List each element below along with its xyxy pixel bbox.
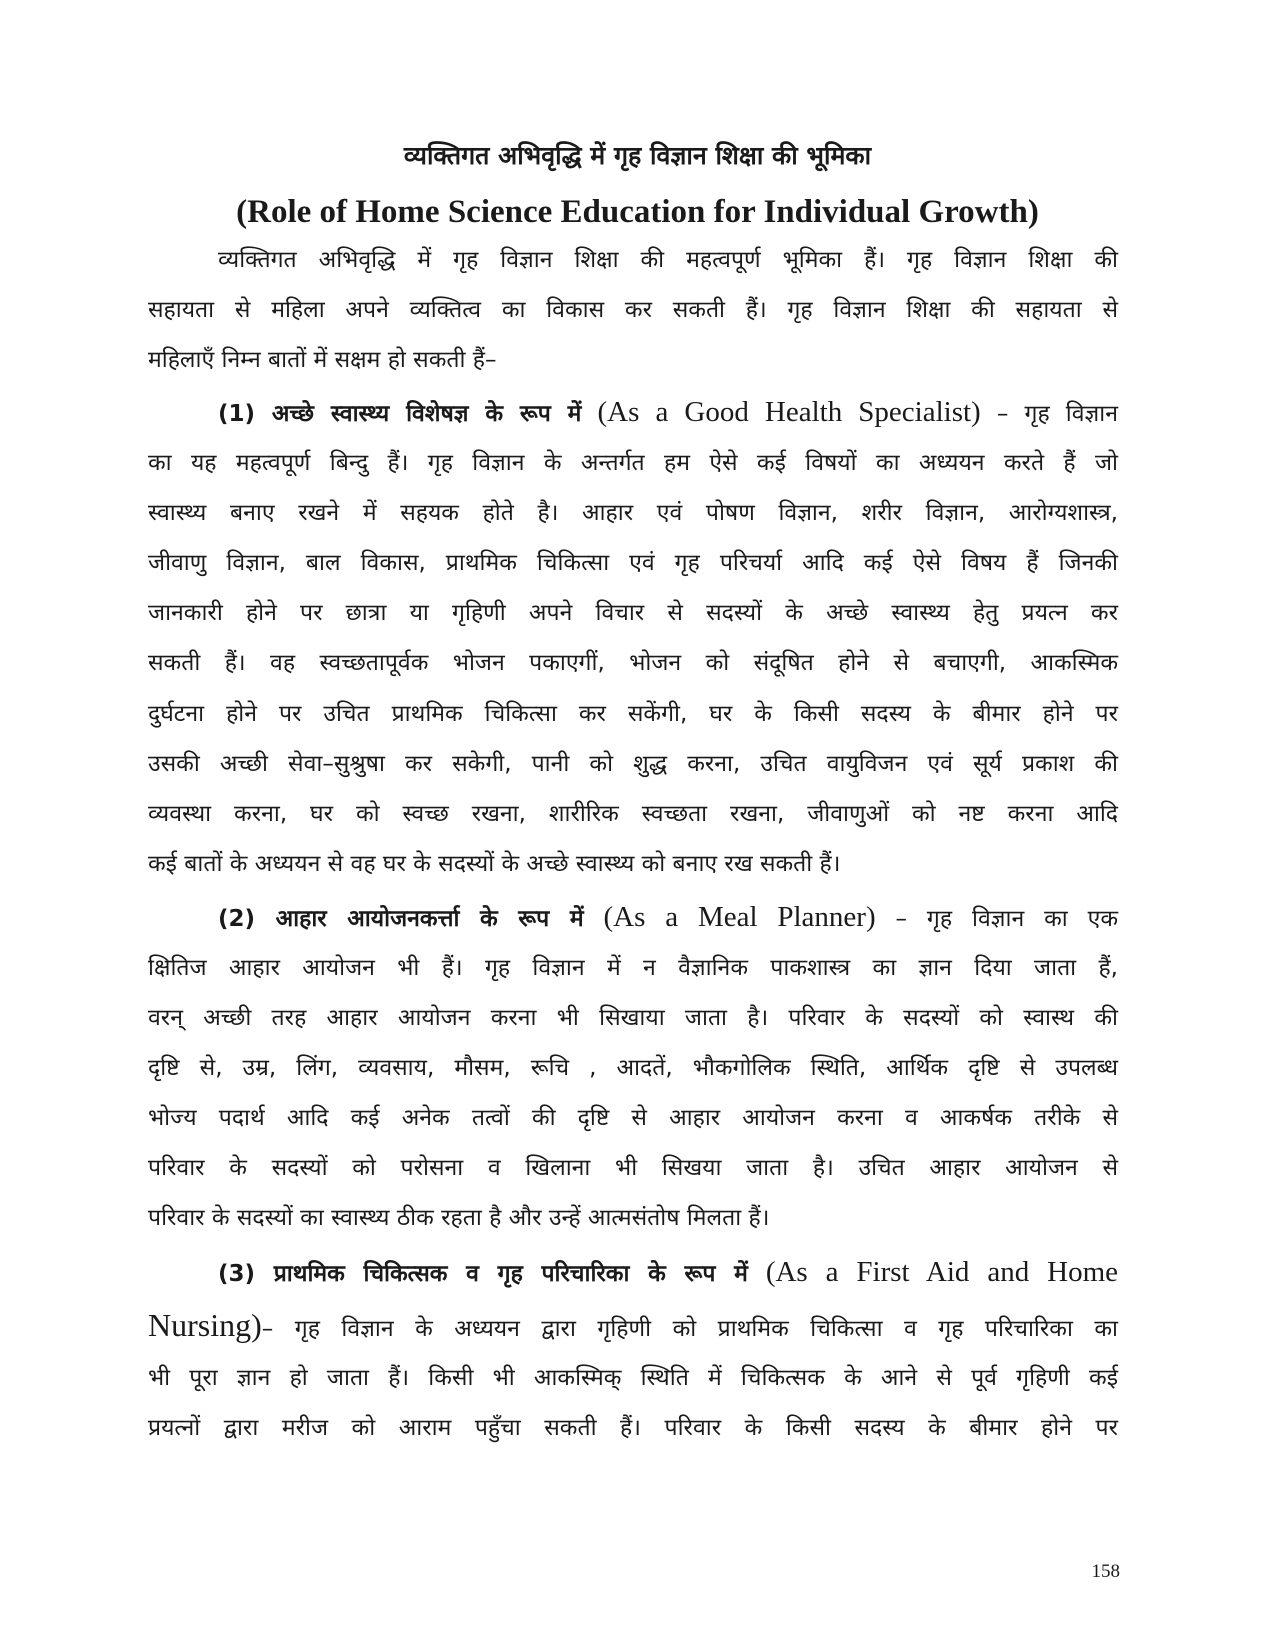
section-2-heading-english: (As a Meal Planner) — [603, 901, 876, 933]
intro-line: सहायता से महिला अपने व्यक्तित्व का विकास कर सकती हैं। गृह विज्ञान शिक्षा की सहायता से — [148, 297, 1118, 323]
paragraph-line: परिवार के सदस्यों को परोसना व खिलाना भी सिखया जाता है। उचित आहार आयोजन से — [148, 1155, 1118, 1181]
section-3-second-line-rest: – गृह विज्ञान के अध्ययन द्वारा गृहिणी को प्राथमिक चिकित्सा व गृह परिचारिका का — [261, 1316, 1118, 1342]
paragraph-line: व्यवस्था करना, घर को स्वच्छ रखना, शारीरिक स्वच्छता रखना, जीवाणुओं को नष्ट करना आदि — [148, 801, 1118, 827]
section-3-heading-english: (As a First Aid and Home — [765, 1256, 1119, 1288]
paragraph-line: भोज्य पदार्थ आदि कई अनेक तत्वों की दृष्टि से आहार आयोजन करना व आकर्षक तरीके से — [148, 1105, 1118, 1131]
section-1-heading-english: (As a Good Health Specialist) — [597, 396, 981, 428]
section-1-heading-hindi: (1) अच्छे स्वास्थ्य विशेषज्ञ के रूप में — [218, 401, 582, 427]
section-1-heading-rest: – गृह विज्ञान — [996, 401, 1119, 427]
section-1-heading-line — [218, 392, 1118, 432]
section-2-heading-hindi: (2) आहार आयोजनकर्त्ता के रूप में — [218, 906, 584, 932]
title-hindi: व्यक्तिगत अभिवृद्धि में गृह विज्ञान शिक्षा की भूमिका — [403, 141, 872, 170]
page-number: 158 — [1091, 1561, 1120, 1582]
paragraph-line: परिवार के सदस्यों का स्वास्थ्य ठीक रहता है और उन्हें आत्मसंतोष मिलता हैं। — [148, 1205, 770, 1231]
paragraph-line: दृष्टि से, उम्र, लिंग, व्यवसाय, मौसम, रूचि , आदतें, भौकगोलिक स्थिति, आर्थिक दृष्टि से उपलब्ध — [148, 1055, 1118, 1081]
paragraph-line: क्षितिज आहार आयोजन भी हैं। गृह विज्ञान में न वैज्ञानिक पाकशास्त्र का ज्ञान दिया जाता हैं, — [148, 955, 1118, 981]
paragraph-line: उसकी अच्छी सेवा–सुश्रुषा कर सकेगी, पानी को शुद्ध करना, उचित वायुविजन एवं सूर्य प्रकाश की — [148, 751, 1118, 777]
section-3-heading-line — [218, 1252, 1118, 1292]
section-2-heading-rest: – गृह विज्ञान का एक — [895, 906, 1119, 932]
paragraph-line: भी पूरा ज्ञान हो जाता हैं। किसी भी आकस्मिक् स्थिति में चिकित्सक के आने से पूर्व गृहिणी कई — [148, 1365, 1118, 1391]
section-3-heading-english-cont: Nursing) — [148, 1307, 262, 1343]
paragraph-line: जीवाणु विज्ञान, बाल विकास, प्राथमिक चिकित्सा एवं गृह परिचर्या आदि कई ऐसे विषय हैं जिनकी — [148, 550, 1118, 576]
section-2-heading-line — [218, 897, 1118, 937]
paragraph-line: जानकारी होने पर छात्रा या गृहिणी अपने विचार से सदस्यों के अच्छे स्वास्थ्य हेतु प्रयत्न कर — [148, 600, 1118, 626]
paragraph-line: सकती हैं। वह स्वच्छतापूर्वक भोजन पकाएगीं, भोजन को संदूषित होने से बचाएगी, आकस्मिक — [148, 650, 1118, 676]
paragraph-line: वरन् अच्छी तरह आहार आयोजन करना भी सिखाया जाता है। परिवार के सदस्यों को स्वास्थ की — [148, 1005, 1118, 1031]
paragraph-line: का यह महत्वपूर्ण बिन्दु हैं। गृह विज्ञान के अन्तर्गत हम ऐसे कई विषयों का अध्ययन करते हैं जो — [148, 450, 1118, 476]
paragraph-line: प्रयत्नों द्वारा मरीज को आराम पहुँचा सकती हैं। परिवार के किसी सदस्य के बीमार होने पर — [148, 1415, 1118, 1441]
title-english: (Role of Home Science Education for Individual Growth) — [236, 194, 1039, 230]
paragraph-line: कई बातों के अध्ययन से वह घर के सदस्यों के अच्छे स्वास्थ्य को बनाए रख सकती हैं। — [148, 851, 841, 877]
paragraph-line: स्वास्थ्य बनाए रखने में सहयक होते है। आहार एवं पोषण विज्ञान, शरीर विज्ञान, आरोग्यशास्त्र, — [148, 500, 1118, 526]
paragraph-line: दुर्घटना होने पर उचित प्राथमिक चिकित्सा कर सकेंगी, घर के किसी सदस्य के बीमार होने पर — [148, 701, 1118, 727]
section-3-heading-hindi: (3) प्राथमिक चिकित्सक व गृह परिचारिका के रूप में — [218, 1261, 748, 1287]
intro-line: व्यक्तिगत अभिवृद्धि में गृह विज्ञान शिक्षा की महत्वपूर्ण भूमिका हैं। गृह विज्ञान शिक्षा की — [218, 247, 1118, 273]
intro-line: महिलाएँ निम्न बातों में सक्षम हो सकती हैं– — [148, 347, 497, 373]
section-3-second-line — [148, 1305, 1118, 1345]
